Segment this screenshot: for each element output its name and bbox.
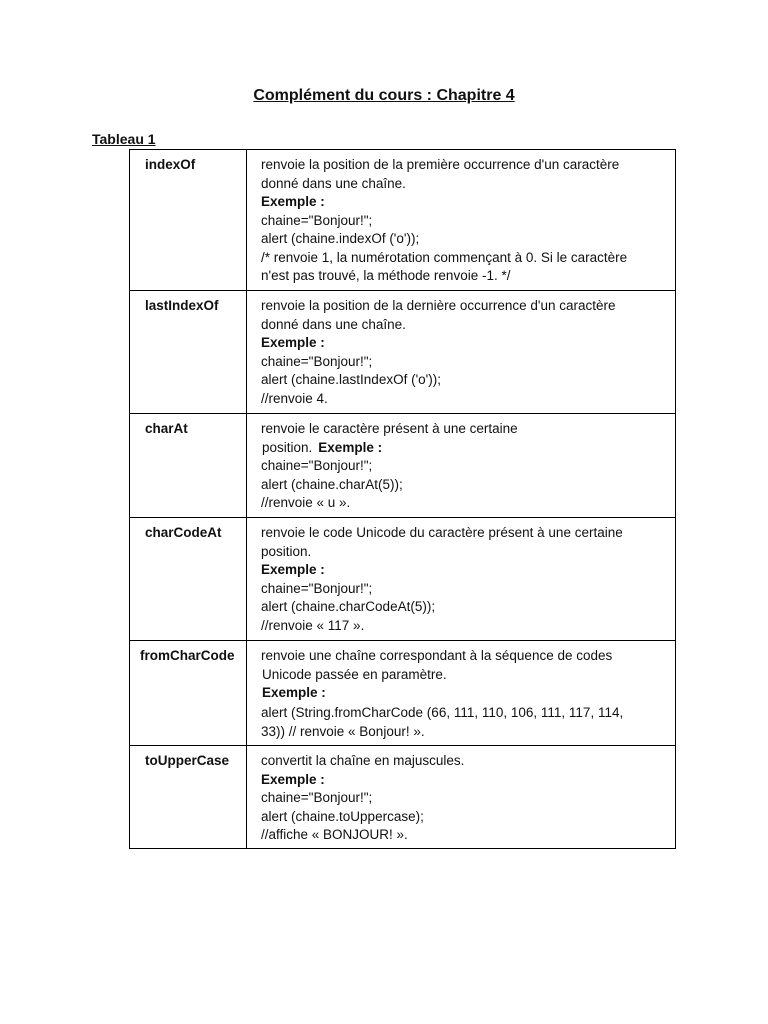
description-line: position.: [261, 543, 312, 559]
example-label: Exemple :: [261, 562, 325, 577]
code-line: chaine="Bonjour!";: [261, 790, 373, 805]
code-line: //affiche « BONJOUR! ».: [261, 827, 408, 842]
description-line: renvoie la position de la première occurrence d'un caractère: [261, 157, 620, 172]
example-label: Exemple :: [261, 335, 325, 350]
method-name: toUpperCase: [130, 746, 247, 848]
code-line: 33)) // renvoie « Bonjour! ».: [261, 723, 425, 739]
code-line: alert (chaine.lastIndexOf ('o'));: [261, 372, 441, 387]
code-line: n'est pas trouvé, la méthode renvoie -1. */: [261, 268, 511, 283]
code-line: alert (chaine.indexOf ('o'));: [261, 231, 420, 246]
example-label: Exemple :: [318, 439, 383, 455]
description-example-line: [261, 439, 675, 458]
code-line: //renvoie « u ».: [261, 495, 351, 510]
description-line: position.: [262, 439, 313, 455]
table-row-indexof: [129, 149, 676, 291]
description-line: Unicode passée en paramètre.: [262, 666, 447, 682]
page-title: Complément du cours : Chapitre 4: [253, 87, 515, 104]
method-name: lastIndexOf: [130, 291, 247, 413]
description-line: renvoie le code Unicode du caractère présent à une certaine: [261, 525, 623, 540]
code-line: alert (chaine.charAt(5));: [261, 476, 403, 492]
description-line: donné dans une chaîne.: [261, 316, 406, 332]
code-line: chaine="Bonjour!";: [261, 458, 373, 473]
description-line: donné dans une chaîne.: [261, 175, 406, 191]
method-description: [247, 291, 675, 413]
methods-table: [129, 149, 676, 849]
code-line: chaine="Bonjour!";: [261, 353, 373, 369]
code-line: //renvoie 4.: [261, 390, 328, 406]
method-name: fromCharCode: [130, 641, 247, 745]
table-row-touppercase: [129, 745, 676, 849]
code-line: alert (chaine.toUppercase);: [261, 808, 424, 824]
example-label: Exemple :: [261, 771, 325, 787]
code-line: chaine="Bonjour!";: [261, 212, 373, 228]
example-label: Exemple :: [261, 194, 325, 209]
code-line: alert (String.fromCharCode (66, 111, 110, 106, 111, 117, 114,: [261, 705, 624, 720]
code-line: alert (chaine.charCodeAt(5));: [261, 599, 436, 614]
method-name: indexOf: [130, 150, 247, 290]
table-row-charat: [129, 413, 676, 518]
table-row-charcodeat: [129, 517, 676, 641]
method-name: charAt: [130, 414, 247, 517]
code-line: //renvoie « 117 ».: [261, 617, 365, 633]
description-line: convertit la chaîne en majuscules.: [261, 753, 465, 768]
description-line: renvoie une chaîne correspondant à la séquence de codes: [261, 648, 613, 663]
table-row-fromcharcode: [129, 640, 676, 746]
method-description: [247, 414, 675, 517]
description-line: renvoie le caractère présent à une certaine: [261, 421, 518, 436]
table-row-lastindexof: [129, 290, 676, 414]
method-name: charCodeAt: [130, 518, 247, 640]
example-label: Exemple :: [262, 685, 326, 700]
description-line: renvoie la position de la dernière occurrence d'un caractère: [261, 298, 616, 313]
method-description: [247, 150, 675, 290]
code-line: /* renvoie 1, la numérotation commençant à 0. Si le caractère: [261, 249, 628, 265]
table-caption: Tableau 1: [92, 131, 156, 147]
method-description: [247, 641, 675, 745]
method-description: [247, 746, 675, 848]
code-line: chaine="Bonjour!";: [261, 580, 373, 596]
method-description: [247, 518, 675, 640]
